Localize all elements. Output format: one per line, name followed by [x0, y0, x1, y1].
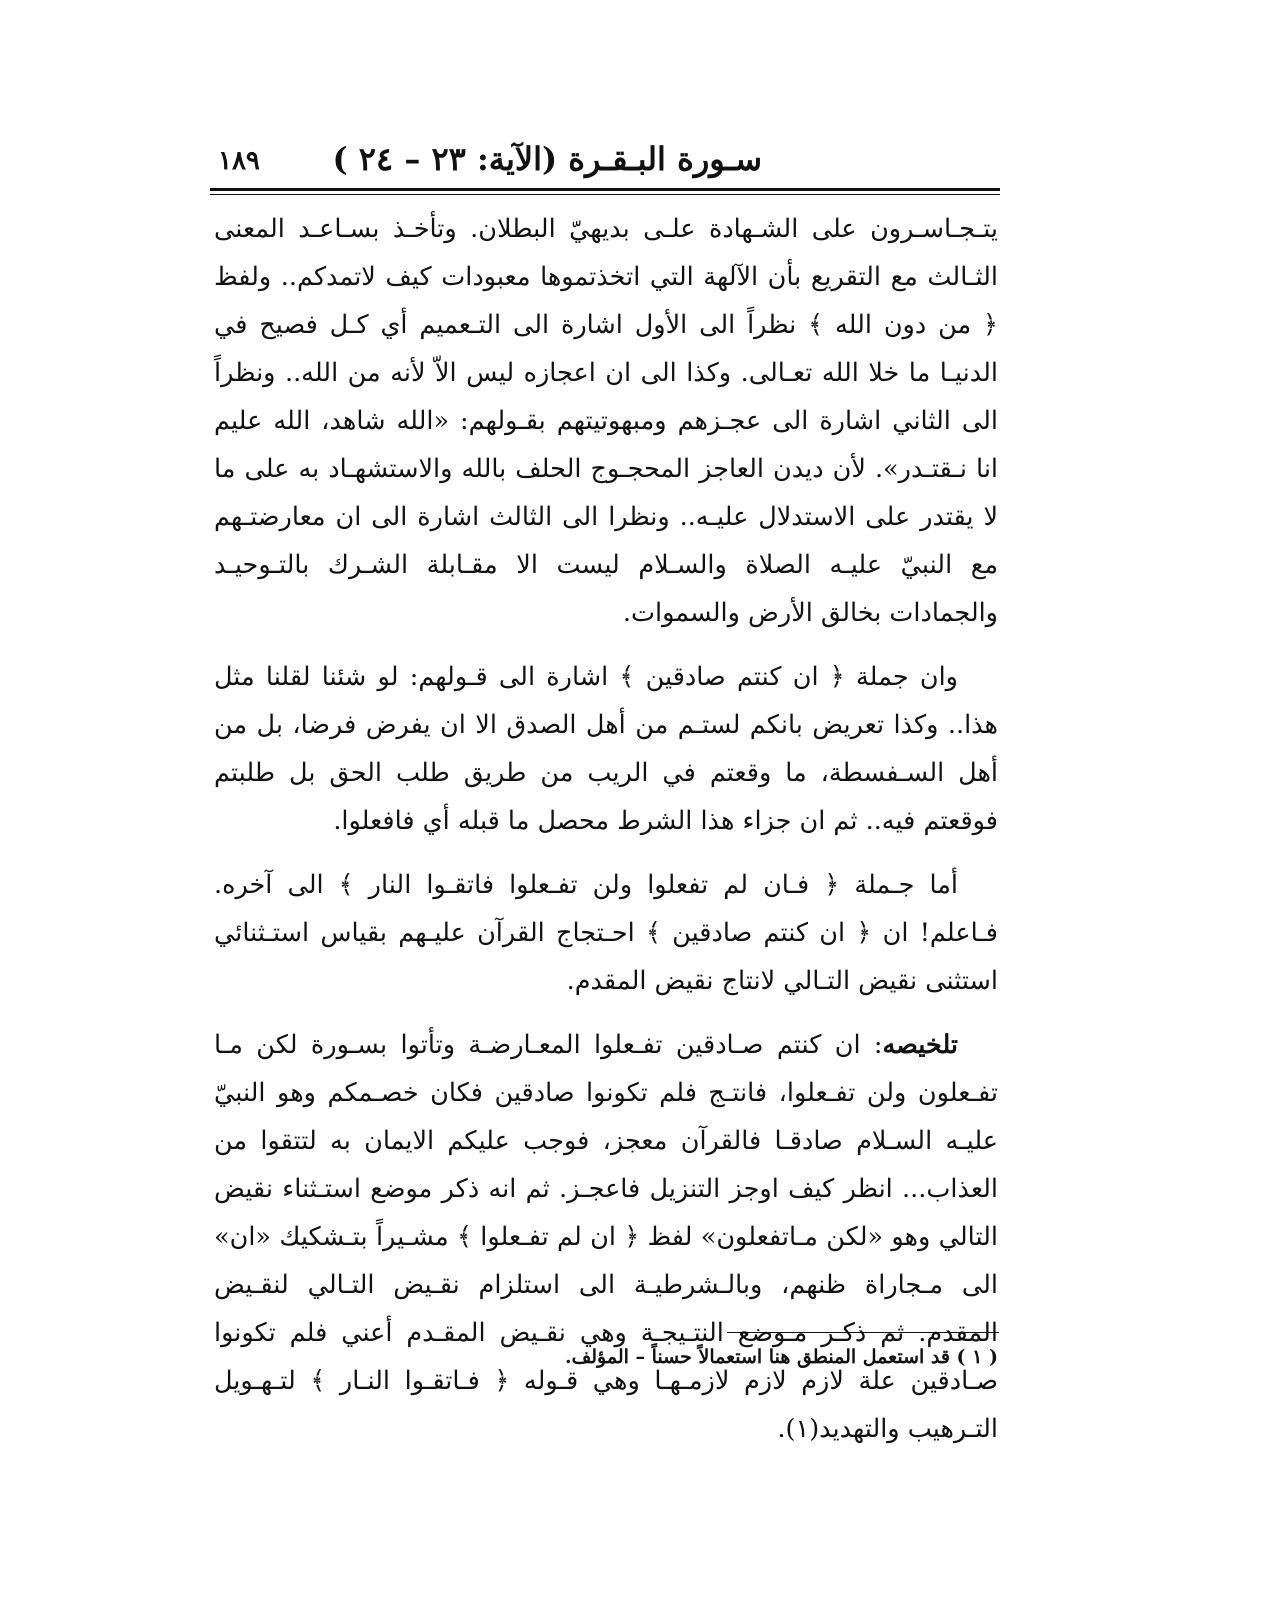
- page-number: ١٨٩: [218, 146, 260, 176]
- page-header: [210, 138, 1000, 184]
- footnote: ( ١ ) قد استعمل المنطق هنا استعمالاً حسناً – المؤلف.: [564, 1346, 998, 1368]
- paragraph: [214, 1021, 998, 1453]
- paragraph-label: تلخيصه: [882, 1030, 958, 1060]
- paragraph: يتـجـاسـرون على الشـهادة علـى بديهيّ البطلان. وتأخـذ بسـاعـد المعنى الثـالث مع التقريع بأن الآلهة التي اتخذتموها معبودات كيف لاتمدكم.. ولفظ ﴿ من دون الله ﴾ نظراً الى الأول اشارة الى التـعميم أي كـل فصيح في الدنيـا ما خلا الله تعـالى. وكذا الى ان اعجازه ليس الاّ لأنه من الله.. ونظراً الى الثاني اشارة الى عجـزهم ومبهوتيتهم بقـولهم: «الله شاهد، الله عليم انا نـقتـدر». لأن ديدن العاجز المحجـوج الحلف بالله والاستشهـاد به على ما لا يقتدر على الاستدلال عليـه.. ونظرا الى الثالث اشارة الى ان معارضتـهم مع النبيّ عليـه الصلاة والسـلام ليست الا مقـابلة الشـرك بالتـوحيـد والجمادات بخالق الأرض والسموات.: [214, 214, 998, 628]
- paragraph: أما جـملة ﴿ فـان لم تفعلوا ولن تفـعلوا فاتقـوا النار ﴾ الى آخره. فـاعلم! ان ﴿ ان كنتم صادقين ﴾ احـتجاج القرآن عليـهم بقياس استـثنائي استثنى نقيض التـالي لانتاج نقيض المقدم.: [214, 870, 998, 996]
- body-text: [214, 205, 998, 1469]
- paragraph: وان جملة ﴿ ان كنتم صادقين ﴾ اشارة الى قـولهم: لو شئنا لقلنا مثل هذا.. وكذا تعريض بانكم لستـم من أهل الصدق الا ان يفرض فرضا، بل من أهل السـفسطة، ما وقعتم في الريب من طريق طلب الحق بل طلبتم فوقعتم فيه.. ثم ان جزاء هذا الشرط محصل ما قبله أي فافعلوا.: [214, 662, 998, 836]
- running-title: سـورة البـقـرة (الآية: ٢٣ – ٢٤ ): [332, 140, 762, 178]
- header-rule: [210, 188, 1000, 195]
- paragraph-text: : ان كنتم صـادقين تفـعلوا المعـارضـة وتأتوا بسـورة لكن مـا تفـعلون ولن تفـعلوا، فانتـج فلم تكونوا صادقين فكان خصـمكم وهو النبيّ عليـه السـلام صادقـا فالقرآن معجز، فوجب عليكم الايمان به لتتقوا من العذاب... انظر كيف اوجز التنزيل فاعجـز. ثم انه ذكر موضع استـثناء نقيض التالي وهو «لكن مـاتفعلون» لفظ ﴿ ان لم تفـعلوا ﴾ مشـيراً بتـشكيك «ان» الى مـجاراة ظنهم، وبالـشرطيـة الى استلزام نقـيض التـالي لنقـيض المقدم. ثم ذكـر مـوضع النتـيجـة وهي نقـيض المقـدم أعني فلم تكونوا صـادقين علة لازم لازم لازمـهـا وهي قـوله ﴿ فـاتقـوا النـار ﴾ لتـهـويل التـرهيب والتهديد(١).: [214, 1030, 998, 1444]
- footnote-rule: [727, 1332, 999, 1333]
